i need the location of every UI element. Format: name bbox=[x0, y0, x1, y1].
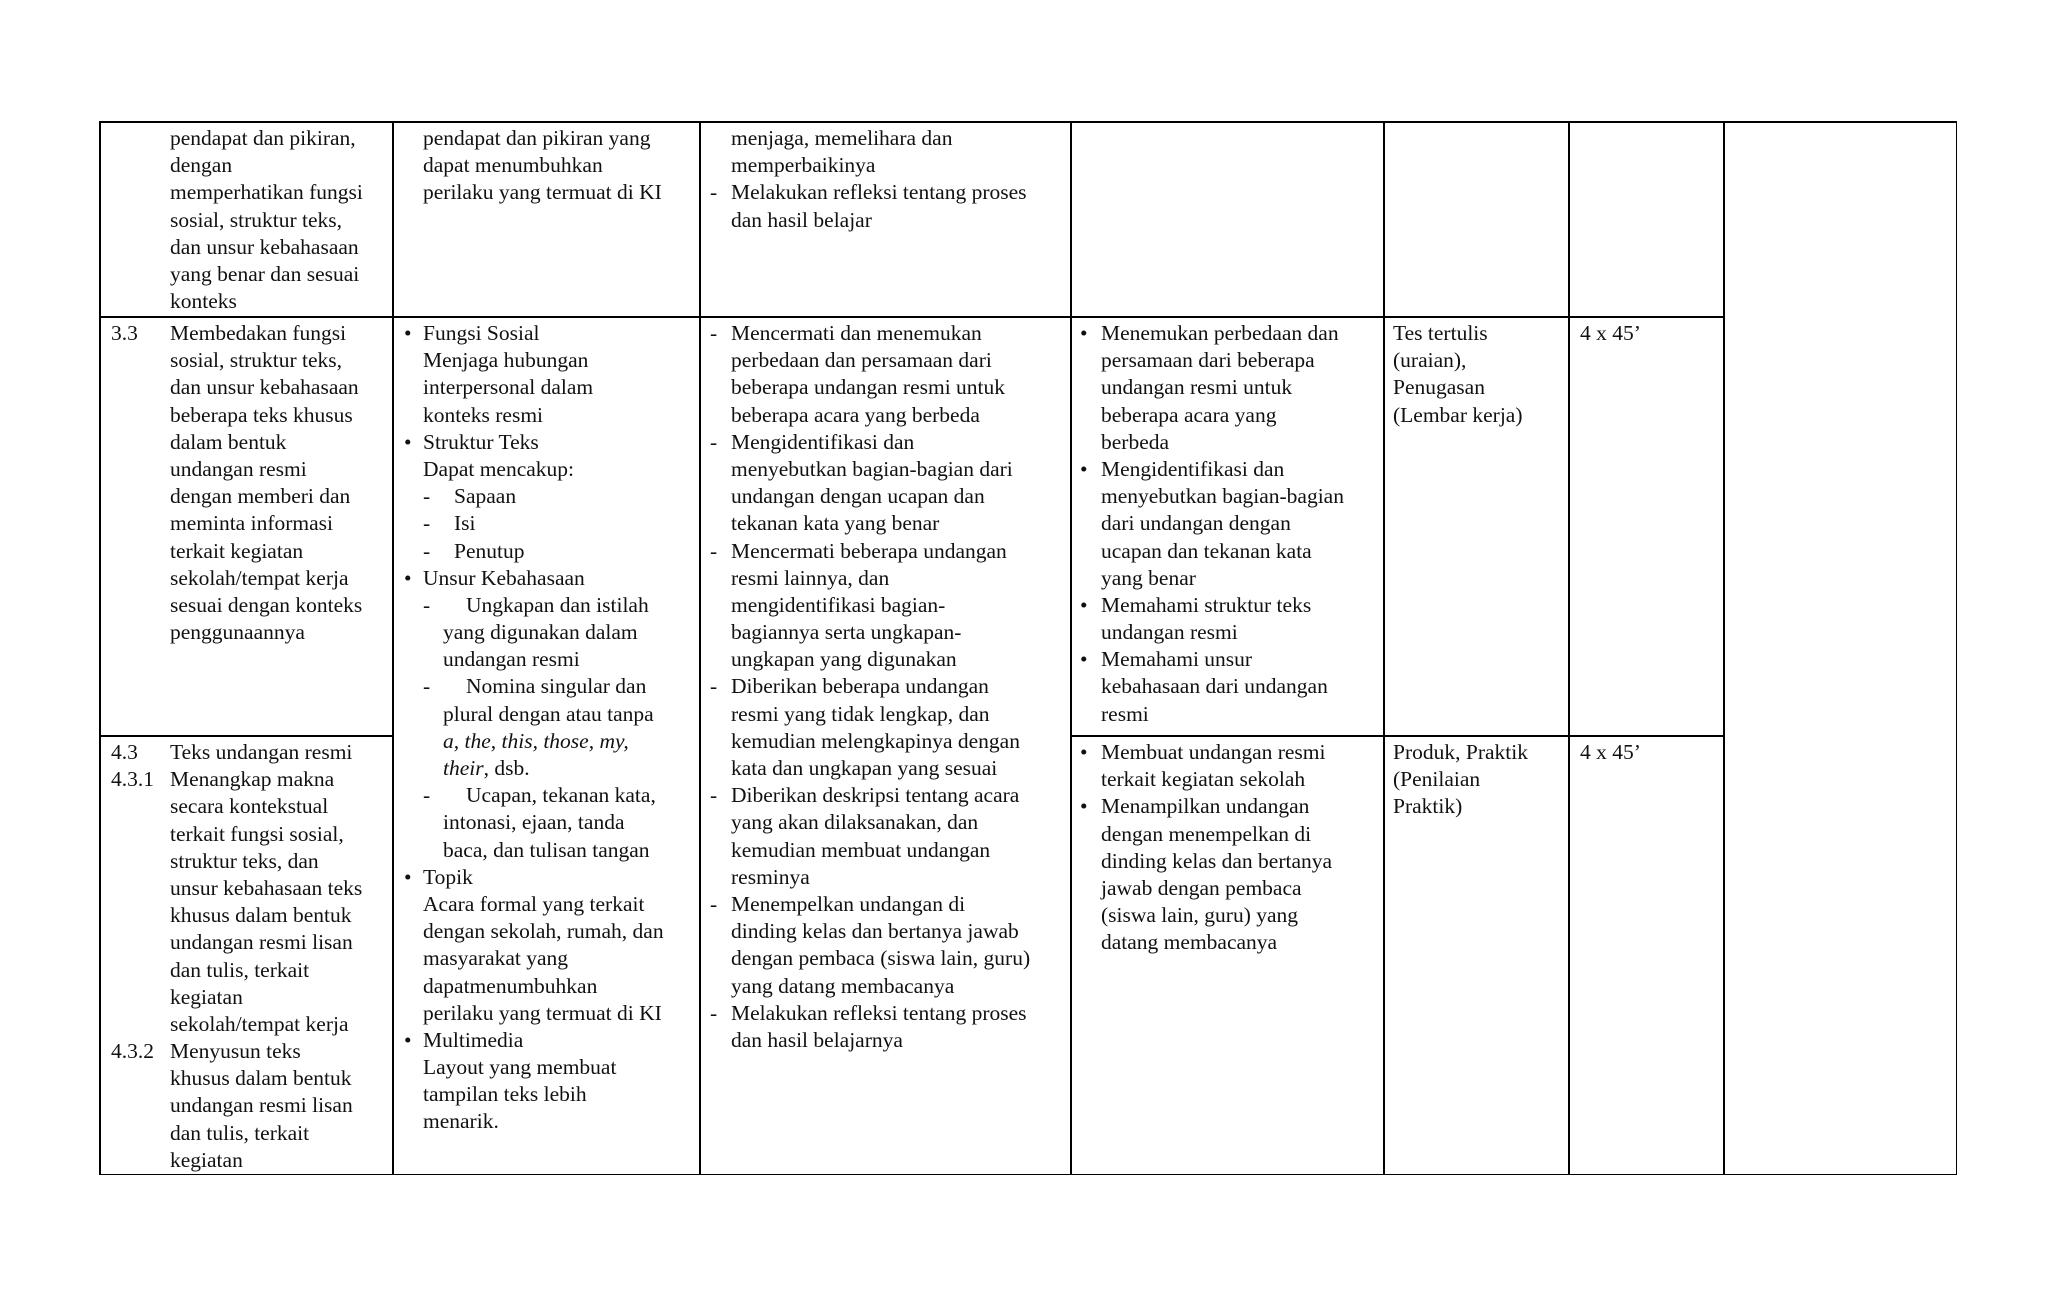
text-line: (siswa lain, guru) yang bbox=[1101, 903, 1299, 928]
text-line: jawab dengan pembaca bbox=[1101, 875, 1302, 900]
col-divider-4 bbox=[1383, 121, 1385, 1175]
text-line: kegiatan bbox=[170, 1147, 243, 1172]
text-line: persamaan dari beberapa bbox=[1101, 348, 1315, 373]
text-line: (Lembar kerja) bbox=[1393, 402, 1523, 427]
text-line: Mengidentifikasi dan bbox=[1101, 456, 1285, 481]
text-line: kata dan ungkapan yang sesuai bbox=[731, 756, 998, 780]
text-line: resmi lainnya, dan bbox=[731, 565, 890, 590]
text-line: beberapa teks khusus bbox=[170, 402, 353, 427]
text-line: kemudian membuat undangan bbox=[731, 837, 991, 862]
col-divider-2 bbox=[699, 121, 701, 1175]
dash-marker: - bbox=[710, 429, 718, 454]
text-line: dengan bbox=[170, 153, 233, 178]
kd-sub-number: 4.3.2 bbox=[111, 1039, 154, 1064]
text-line: tampilan teks lebih bbox=[423, 1082, 587, 1107]
text-line: bagiannya serta ungkapan- bbox=[731, 620, 962, 645]
text-line: sesuai dengan konteks bbox=[170, 592, 363, 617]
text-line: memperhatikan fungsi bbox=[170, 180, 363, 205]
text-line: berbeda bbox=[1101, 429, 1170, 454]
text-line: sosial, struktur teks, bbox=[170, 207, 342, 232]
kegiatan-cell bbox=[710, 320, 1030, 1054]
text-line: penggunaannya bbox=[170, 620, 305, 645]
text-line: , dsb. bbox=[483, 756, 530, 780]
text-line: yang benar bbox=[1101, 565, 1196, 590]
dash-marker: - bbox=[710, 1000, 718, 1025]
penilaian-3-3-cell bbox=[1393, 320, 1523, 429]
text-line: Mencermati beberapa undangan bbox=[731, 538, 1007, 563]
bullet-marker: • bbox=[404, 1027, 412, 1052]
text-line: pendapat dan pikiran yang bbox=[423, 126, 651, 150]
text-line: Isi bbox=[454, 511, 476, 536]
text-line: Unsur Kebahasaan bbox=[423, 565, 585, 590]
text-line: konteks resmi bbox=[423, 402, 544, 427]
text-line: Mengidentifikasi dan bbox=[731, 429, 915, 454]
text-line: undangan resmi untuk bbox=[1101, 375, 1293, 400]
time-allocation: 4 x 45’ bbox=[1580, 321, 1641, 345]
text-line: Membedakan fungsi bbox=[170, 321, 347, 345]
bullet-marker: • bbox=[1080, 592, 1088, 617]
indikator-3-3-cell bbox=[1080, 320, 1344, 728]
waktu-3-3-cell bbox=[1580, 320, 1641, 347]
dash-marker: - bbox=[710, 180, 718, 205]
text-line: intonasi, ejaan, tanda bbox=[443, 810, 625, 835]
text-line: dan unsur kebahasaan bbox=[170, 375, 359, 400]
text-line: Acara formal yang terkait bbox=[423, 891, 645, 916]
text-line: unsur kebahasaan teks bbox=[170, 875, 363, 900]
dash-marker: - bbox=[423, 592, 431, 617]
text-line: dinding kelas dan bertanya jawab bbox=[731, 919, 1019, 944]
text-line: Memahami unsur bbox=[1101, 647, 1253, 672]
text-line: datang membacanya bbox=[1101, 930, 1278, 955]
kd-number: 4.3 bbox=[111, 740, 138, 764]
text-line: Menyusun teks bbox=[170, 1039, 301, 1064]
bullet-marker: • bbox=[404, 429, 412, 454]
text-line: dapatmenumbuhkan bbox=[423, 973, 598, 998]
text-line: Diberikan beberapa undangan bbox=[731, 674, 989, 699]
text-line: baca, dan tulisan tangan bbox=[443, 837, 650, 862]
syllabus-table bbox=[99, 121, 1957, 1175]
text-line: meminta informasi bbox=[170, 511, 334, 536]
text-line: yang datang membacanya bbox=[731, 973, 955, 998]
text-line: terkait kegiatan sekolah bbox=[1101, 767, 1306, 792]
text-line: perilaku yang termuat di KI bbox=[423, 180, 662, 205]
text-line: Menampilkan undangan bbox=[1101, 794, 1310, 819]
text-line: Mencermati dan menemukan bbox=[731, 321, 982, 345]
text-line: dan tulis, terkait bbox=[170, 957, 310, 982]
text-line: kegiatan bbox=[170, 984, 243, 1009]
bullet-marker: • bbox=[1080, 321, 1088, 345]
text-line: Melakukan refleksi tentang proses bbox=[731, 1000, 1027, 1025]
text-line: dengan memberi dan bbox=[170, 484, 351, 509]
text-line: pendapat dan pikiran, bbox=[170, 126, 356, 150]
text-line: beberapa acara yang berbeda bbox=[731, 402, 980, 427]
text-line: dan hasil belajar bbox=[731, 207, 872, 232]
waktu-4-3-cell bbox=[1580, 739, 1641, 766]
kd-4-3-cell bbox=[111, 739, 362, 1174]
text-line: Fungsi Sosial bbox=[423, 321, 540, 345]
text-line: menarik. bbox=[423, 1109, 499, 1134]
text-line: yang benar dan sesuai bbox=[170, 261, 360, 286]
bullet-marker: • bbox=[1080, 647, 1088, 672]
text-line: Penugasan bbox=[1393, 375, 1485, 400]
text-line: Menempelkan undangan di bbox=[731, 891, 966, 916]
top-row-kd-cell bbox=[170, 125, 363, 315]
dash-marker: - bbox=[423, 783, 431, 808]
text-line: sosial, struktur teks, bbox=[170, 348, 342, 373]
text-line: beberapa undangan resmi untuk bbox=[731, 375, 1006, 400]
text-line: Tes tertulis bbox=[1393, 321, 1488, 345]
text-line: Teks undangan resmi bbox=[170, 740, 353, 764]
text-line: yang akan dilaksanakan, dan bbox=[731, 810, 979, 835]
text-line: Menjaga hubungan bbox=[423, 348, 589, 373]
kd-3-3-cell bbox=[111, 320, 362, 646]
text-line: dengan menempelkan di bbox=[1101, 821, 1312, 846]
dash-marker: - bbox=[710, 538, 718, 563]
text-line: (uraian), bbox=[1393, 348, 1467, 373]
row-divider-kd-col bbox=[99, 735, 392, 737]
bullet-marker: • bbox=[404, 864, 412, 889]
text-line: beberapa acara yang bbox=[1101, 402, 1277, 427]
dash-marker: - bbox=[710, 321, 718, 345]
text-line: sekolah/tempat kerja bbox=[170, 565, 349, 590]
materi-cell bbox=[404, 320, 664, 1136]
text-line: kebahasaan dari undangan bbox=[1101, 674, 1328, 699]
text-line: Topik bbox=[423, 864, 473, 889]
dash-marker: - bbox=[710, 783, 718, 808]
text-line: Struktur Teks bbox=[423, 429, 539, 454]
text-line: undangan resmi bbox=[1101, 620, 1238, 645]
penilaian-4-3-cell bbox=[1393, 739, 1528, 821]
text-line: Praktik) bbox=[1393, 794, 1463, 819]
text-line: dari undangan dengan bbox=[1101, 511, 1291, 536]
text-line: undangan resmi lisan bbox=[170, 930, 353, 955]
dash-marker: - bbox=[710, 891, 718, 916]
text-line: Dapat mencakup: bbox=[423, 456, 575, 481]
text-line: dan unsur kebahasaan bbox=[170, 234, 359, 259]
text-line: interpersonal dalam bbox=[423, 375, 594, 400]
text-line: dalam bentuk bbox=[170, 429, 287, 454]
row-divider-1 bbox=[99, 316, 1723, 318]
text-line: Layout yang membuat bbox=[423, 1055, 617, 1080]
text-line: tekanan kata yang benar bbox=[731, 511, 940, 536]
text-line: Ungkapan dan istilah bbox=[466, 592, 649, 617]
bullet-marker: • bbox=[404, 321, 412, 345]
bullet-marker: • bbox=[1080, 456, 1088, 481]
text-line: menyebutkan bagian-bagian dari bbox=[731, 456, 1013, 481]
text-line: plural dengan atau tanpa bbox=[443, 701, 654, 726]
dash-marker: - bbox=[423, 511, 431, 536]
text-line: resmi bbox=[1101, 701, 1149, 726]
text-line: dapat menumbuhkan bbox=[423, 153, 603, 178]
text-line: Penutup bbox=[454, 538, 525, 563]
text-line: khusus dalam bentuk bbox=[170, 903, 352, 928]
bullet-marker: • bbox=[1080, 794, 1088, 819]
text-line: Melakukan refleksi tentang proses bbox=[731, 180, 1027, 205]
col-divider-5 bbox=[1568, 121, 1570, 1175]
text-line: mengidentifikasi bagian- bbox=[731, 592, 946, 617]
text-line: masyarakat yang bbox=[423, 946, 569, 971]
text-line: Sapaan bbox=[454, 484, 517, 509]
dash-marker: - bbox=[710, 674, 718, 699]
text-line: khusus dalam bentuk bbox=[170, 1066, 352, 1091]
text-line: struktur teks, dan bbox=[170, 848, 319, 873]
col-divider-1 bbox=[392, 121, 394, 1175]
indikator-4-3-cell bbox=[1080, 739, 1332, 957]
text-italic: their bbox=[443, 756, 484, 780]
text-line: Ucapan, tekanan kata, bbox=[466, 783, 656, 808]
table-border-bottom bbox=[99, 1174, 1957, 1176]
text-line: undangan resmi bbox=[170, 456, 307, 481]
text-line: konteks bbox=[170, 289, 237, 314]
text-line: Multimedia bbox=[423, 1027, 524, 1052]
row-divider-indikator-col bbox=[1070, 735, 1723, 737]
text-line: secara kontekstual bbox=[170, 794, 329, 819]
text-line: sekolah/tempat kerja bbox=[170, 1011, 349, 1036]
text-line: dinding kelas dan bertanya bbox=[1101, 848, 1333, 873]
text-line: undangan resmi lisan bbox=[170, 1093, 353, 1118]
text-line: resminya bbox=[731, 864, 810, 889]
dash-marker: - bbox=[423, 538, 431, 563]
text-line: dengan pembaca (siswa lain, guru) bbox=[731, 946, 1031, 971]
text-line: Menangkap makna bbox=[170, 767, 335, 792]
text-line: Menemukan perbedaan dan bbox=[1101, 321, 1339, 345]
bullet-marker: • bbox=[1080, 740, 1088, 764]
table-border-top bbox=[99, 121, 1957, 123]
text-line: memperbaikinya bbox=[731, 153, 876, 178]
col-divider-3 bbox=[1070, 121, 1072, 1175]
text-line: kemudian melengkapinya dengan bbox=[731, 728, 1020, 753]
table-border-right bbox=[1956, 121, 1958, 1175]
kd-number: 3.3 bbox=[111, 321, 138, 345]
bullet-marker: • bbox=[404, 565, 412, 590]
text-line: perilaku yang termuat di KI bbox=[423, 1000, 662, 1025]
table-border-left bbox=[99, 121, 101, 1175]
text-line: dan hasil belajarnya bbox=[731, 1027, 903, 1052]
text-line: Memahami struktur teks bbox=[1101, 592, 1312, 617]
text-line: menyebutkan bagian-bagian bbox=[1101, 484, 1344, 509]
top-row-kegiatan-cell bbox=[710, 125, 1027, 234]
dash-marker: - bbox=[423, 484, 431, 509]
text-line: Membuat undangan resmi bbox=[1101, 740, 1326, 764]
text-line: undangan dengan ucapan dan bbox=[731, 484, 985, 509]
text-line: dan tulis, terkait bbox=[170, 1120, 310, 1145]
dash-marker: - bbox=[423, 674, 431, 699]
text-line: ungkapan yang digunakan bbox=[731, 647, 957, 672]
text-line: Diberikan deskripsi tentang acara bbox=[731, 783, 1020, 808]
text-line: (Penilaian bbox=[1393, 767, 1481, 792]
col-divider-6 bbox=[1723, 121, 1725, 1175]
text-line: yang digunakan dalam bbox=[443, 620, 638, 645]
text-line: Produk, Praktik bbox=[1393, 740, 1528, 764]
text-line: terkait fungsi sosial, bbox=[170, 821, 344, 846]
text-line: terkait kegiatan bbox=[170, 538, 304, 563]
text-line: Nomina singular dan bbox=[466, 674, 647, 699]
time-allocation: 4 x 45’ bbox=[1580, 740, 1641, 764]
text-line: resmi yang tidak lengkap, dan bbox=[731, 701, 990, 726]
text-line: undangan resmi bbox=[443, 647, 580, 672]
text-line: dengan sekolah, rumah, dan bbox=[423, 919, 664, 944]
text-line-italic: a, the, this, those, my, bbox=[443, 728, 629, 753]
kd-sub-number: 4.3.1 bbox=[111, 767, 154, 792]
text-line: menjaga, memelihara dan bbox=[731, 126, 953, 150]
text-line: ucapan dan tekanan kata bbox=[1101, 538, 1312, 563]
text-line: perbedaan dan persamaan dari bbox=[731, 348, 992, 373]
top-row-materi-cell bbox=[423, 125, 662, 207]
